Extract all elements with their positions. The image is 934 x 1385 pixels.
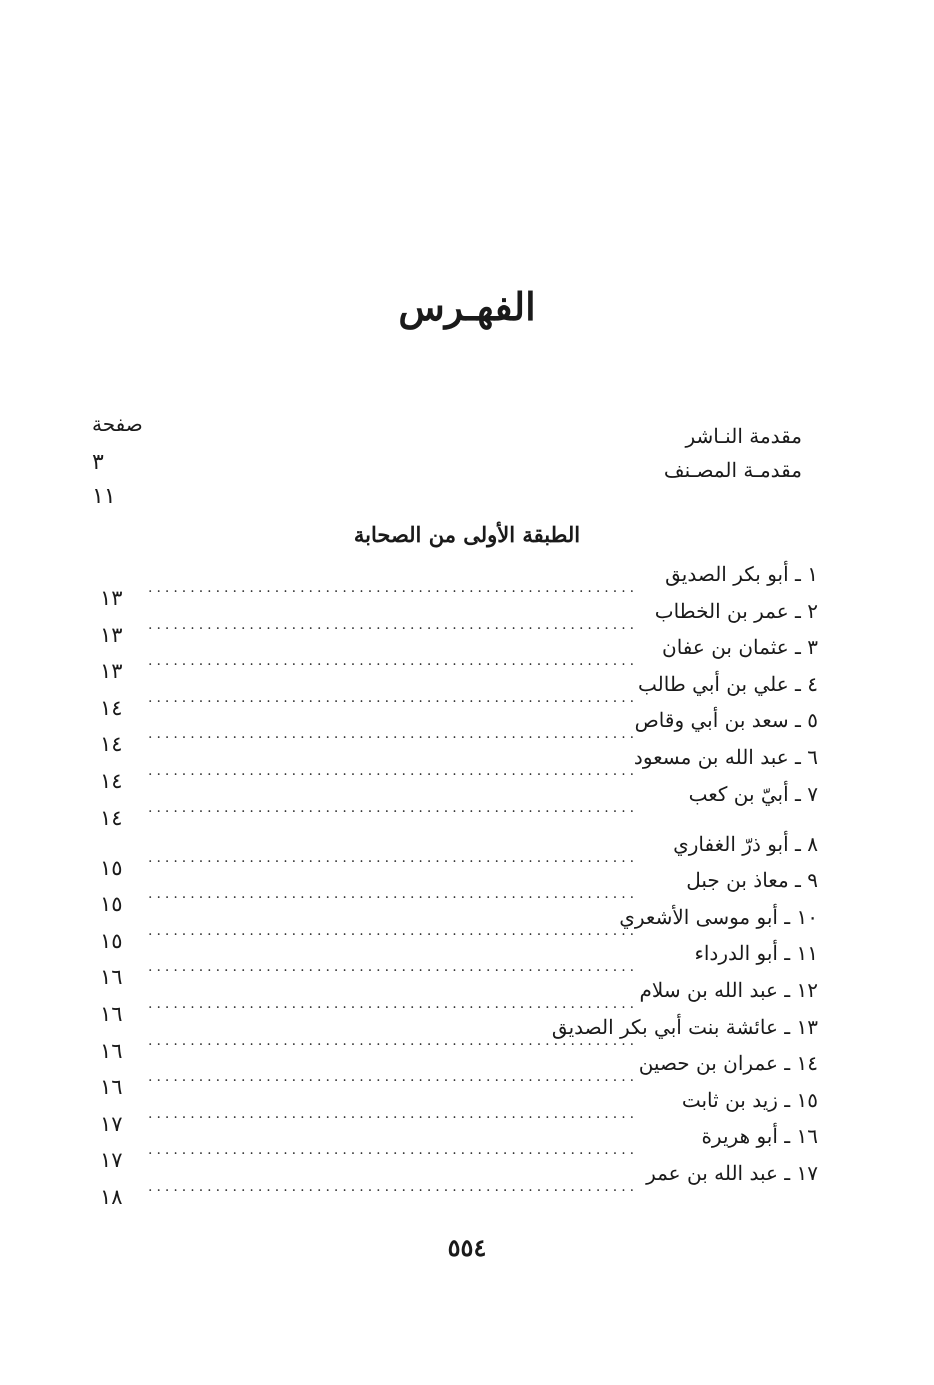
toc-entry bbox=[100, 903, 818, 953]
toc-entry-title: ٤ ـ علي بن أبي طالب bbox=[638, 671, 818, 696]
toc-entry bbox=[100, 976, 818, 1026]
toc-entry-page: ١٨ bbox=[100, 1184, 123, 1209]
toc-leader-dots bbox=[148, 923, 638, 935]
toc-entry bbox=[100, 560, 818, 610]
toc-entry-title: ١ ـ أبو بكر الصديق bbox=[665, 562, 818, 586]
toc-leader-dots bbox=[148, 996, 638, 1008]
intro-item-author: مقدمـة المصـنف bbox=[663, 458, 802, 482]
toc-entry bbox=[100, 670, 818, 720]
toc-leader-dots bbox=[148, 617, 638, 629]
toc-entry-page: ١٣ bbox=[100, 659, 123, 684]
toc-entry-title: ١٧ ـ عبد الله بن عمر bbox=[646, 1160, 818, 1185]
toc-leader-dots bbox=[148, 763, 638, 775]
toc-entry-title: ١٠ ـ أبو موسى الأشعري bbox=[619, 904, 818, 929]
toc-leader-dots bbox=[148, 850, 638, 862]
toc-leader-dots bbox=[148, 1142, 638, 1154]
toc-entry-page: ١٦ bbox=[100, 1001, 123, 1026]
toc-entry-page: ١٧ bbox=[100, 1148, 123, 1173]
page-number: ٥٥٤ bbox=[447, 1233, 487, 1262]
toc-entry-page: ١٥ bbox=[100, 928, 123, 953]
toc-entry-page: ١٦ bbox=[100, 965, 123, 990]
toc-entry-page: ١٤ bbox=[100, 768, 123, 793]
toc-leader-dots bbox=[148, 1069, 638, 1081]
toc-entry-title: ١٦ ـ أبو هريرة bbox=[701, 1124, 818, 1149]
toc-leader-dots bbox=[148, 886, 638, 898]
toc-entry bbox=[100, 743, 818, 793]
toc-entry-title: ٢ ـ عمر بن الخطاب bbox=[654, 598, 818, 623]
toc-entry-title: ٧ ـ أبيّ بن كعب bbox=[688, 781, 818, 806]
toc-entry-page: ١٦ bbox=[100, 1075, 123, 1100]
toc-leader-dots bbox=[148, 1106, 638, 1118]
page-title: الفهـرس bbox=[398, 284, 536, 329]
toc-entry-page: ١٤ bbox=[100, 695, 123, 720]
toc-entry bbox=[100, 1159, 818, 1209]
toc-entry-title: ١٥ ـ زيد بن ثابت bbox=[681, 1087, 818, 1112]
toc-entry-page: ١٤ bbox=[100, 805, 123, 830]
intro-page-author: ١١ bbox=[92, 484, 116, 509]
toc-entry-title: ١٤ ـ عمران بن حصين bbox=[638, 1051, 818, 1076]
toc-entry-title: ٥ ـ سعد بن أبي وقاص bbox=[634, 708, 818, 733]
toc-leader-dots bbox=[148, 690, 638, 702]
toc-entry-page: ١٦ bbox=[100, 1038, 123, 1063]
toc-entry-title: ٩ ـ معاذ بن جبل bbox=[686, 868, 818, 893]
toc-entry-title: ٦ ـ عبد الله بن مسعود bbox=[633, 744, 818, 769]
toc-entry bbox=[100, 780, 818, 830]
toc-entry-page: ١٥ bbox=[100, 892, 123, 917]
toc-entry-title: ١١ ـ أبو الدرداء bbox=[694, 941, 818, 966]
toc-leader-dots bbox=[148, 726, 638, 738]
toc-leader-dots bbox=[148, 959, 638, 971]
toc-leader-dots bbox=[148, 1033, 638, 1045]
toc-entry bbox=[100, 1086, 818, 1136]
toc-entry-page: ١٧ bbox=[100, 1111, 123, 1136]
toc-entry-title: ١٣ ـ عائشة بنت أبي بكر الصديق bbox=[551, 1014, 818, 1039]
toc-entry bbox=[100, 830, 818, 880]
toc-entry-page: ١٤ bbox=[100, 732, 123, 757]
toc-entry bbox=[100, 1013, 818, 1063]
toc-leader-dots bbox=[148, 580, 638, 592]
toc-entry-page: ١٣ bbox=[100, 586, 123, 610]
toc-entries bbox=[100, 560, 818, 1209]
intro-page-publisher: ٣ bbox=[92, 450, 104, 475]
toc-entry bbox=[100, 597, 818, 647]
toc-entry-page: ١٥ bbox=[100, 855, 123, 880]
toc-leader-dots bbox=[148, 1179, 638, 1191]
toc-leader-dots bbox=[148, 800, 638, 812]
toc-entry-page: ١٣ bbox=[100, 622, 123, 647]
page-column-label: صفحة bbox=[92, 412, 143, 436]
toc-entry-title: ١٢ ـ عبد الله بن سلام bbox=[639, 977, 818, 1002]
toc-leader-dots bbox=[148, 653, 638, 665]
toc-entry-title: ٨ ـ أبو ذرّ الغفاري bbox=[673, 831, 818, 856]
intro-item-publisher: مقدمة النـاشر bbox=[685, 424, 802, 448]
section-heading: الطبقة الأولى من الصحابة bbox=[353, 522, 581, 547]
toc-entry-title: ٣ ـ عثمان بن عفان bbox=[662, 635, 818, 660]
